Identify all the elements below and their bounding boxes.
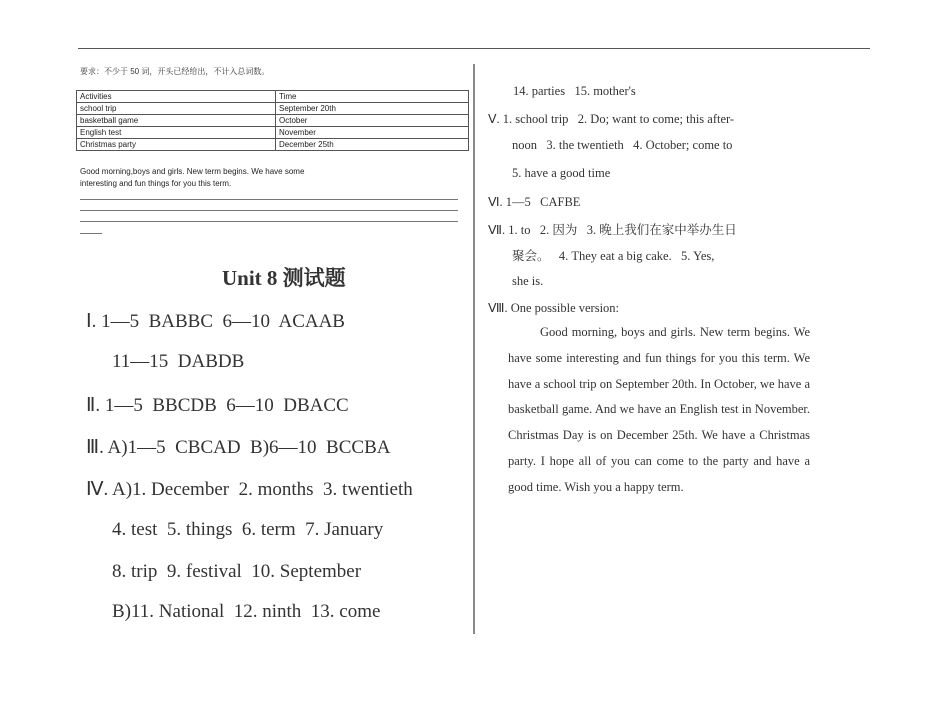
table-cell: October [276, 115, 469, 127]
answer-line: 8. trip 9. festival 10. September [112, 561, 362, 582]
answer-line: 14. parties 15. mother's [513, 84, 636, 98]
writing-requirement: 要求：不少于 50 词，开头已经给出，不计入总词数。 [80, 67, 270, 76]
column-divider [473, 64, 475, 634]
answer-line: 11—15 DABDB [112, 351, 245, 372]
answer-line: Ⅵ. 1—5 CAFBE [488, 195, 581, 209]
table-cell: Christmas party [77, 139, 276, 151]
answer-line: noon 3. the twentieth 4. October; come to [512, 138, 733, 152]
table-row [77, 127, 469, 139]
answer-line: 4. test 5. things 6. term 7. January [112, 519, 384, 540]
answer-line: she is. [512, 274, 544, 288]
answer-blank-line [80, 210, 458, 211]
writing-prompt-line: interesting and fun things for you this term. [80, 179, 232, 188]
answer-line: 5. have a good time [512, 166, 611, 180]
answer-line: Ⅲ. A)1—5 CBCAD B)6—10 BCCBA [86, 437, 391, 458]
answer-blank-line [80, 233, 102, 234]
answer-line: 聚会。 4. They eat a big cake. 5. Yes, [512, 249, 715, 263]
top-rule [78, 48, 870, 49]
writing-prompt-line: Good morning,boys and girls. New term begins. We have some [80, 167, 305, 176]
table-cell: December 25th [276, 139, 469, 151]
table-cell: basketball game [77, 115, 276, 127]
table-cell: November [276, 127, 469, 139]
essay-text: Good morning, boys and girls. New term begins. We have some interesting and fun things for you this term. We have a school trip on September 20th. In October, we have a basketball game. And we have an English test in November. Christmas Day is on December 25th. We have a Christmas party. I hope all of you can come to the party and have a good time. Wish you a happy term. [508, 325, 810, 494]
table-cell: English test [77, 127, 276, 139]
page-title: Unit 8 测试题 [222, 266, 346, 290]
answer-line: Ⅱ. 1—5 BBCDB 6—10 DBACC [86, 395, 349, 416]
answer-line: Ⅰ. 1—5 BABBC 6—10 ACAAB [86, 311, 345, 332]
table-row [77, 103, 469, 115]
writing-prompt [80, 166, 465, 190]
answer-blank-line [80, 221, 458, 222]
activity-table [76, 90, 469, 151]
answer-line: Ⅷ. One possible version: [488, 301, 620, 315]
answer-line: Ⅴ. 1. school trip 2. Do; want to come; this after- [488, 112, 735, 126]
answer-line: Ⅳ. A)1. December 2. months 3. twentieth [86, 479, 413, 500]
answer-line: B)11. National 12. ninth 13. come [112, 601, 381, 622]
answer-line: Ⅶ. 1. to 2. 因为 3. 晚上我们在家中举办生日 [488, 223, 737, 237]
table-cell: school trip [77, 103, 276, 115]
sample-essay [508, 320, 810, 501]
answer-blank-line [80, 199, 458, 200]
table-row [77, 115, 469, 127]
table-header-cell: Activities [77, 91, 276, 103]
table-cell: September 20th [276, 103, 469, 115]
table-row [77, 139, 469, 151]
table-header-cell: Time [276, 91, 469, 103]
table-header-row [77, 91, 469, 103]
